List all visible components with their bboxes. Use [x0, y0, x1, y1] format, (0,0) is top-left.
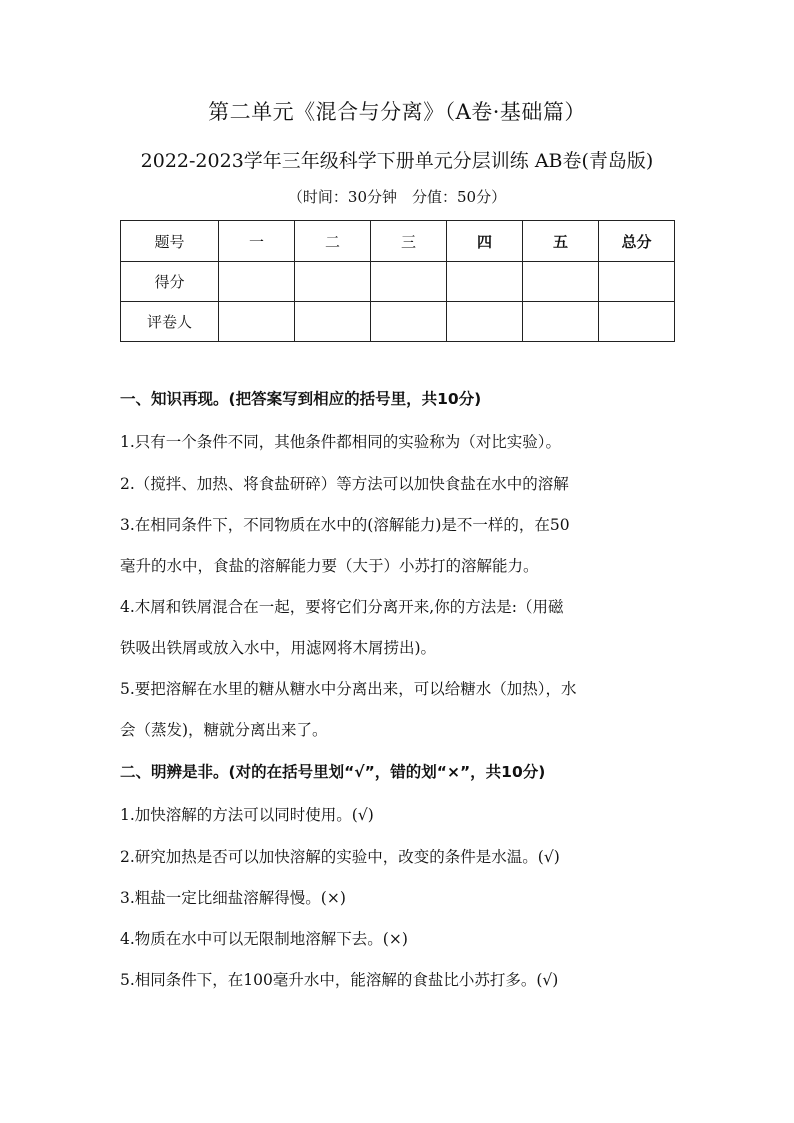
section-2-line: 4.物质在水中可以无限制地溶解下去。(×): [120, 930, 408, 948]
grader-cell[interactable]: [599, 302, 675, 342]
header-cell-part-5: 五: [523, 221, 599, 262]
header-cell-total: 总分: [599, 221, 675, 262]
section-1-line: 会（蒸发)，糖就分离出来了。: [120, 721, 328, 739]
header-cell-part-2: 二: [295, 221, 371, 262]
section-2-heading: 二、明辨是非。(对的在括号里划“√”，错的划“×”，共10分): [120, 763, 546, 781]
score-cell[interactable]: [523, 262, 599, 302]
section-2-line: 3.粗盐一定比细盐溶解得慢。(×): [120, 889, 346, 907]
grader-cell[interactable]: [219, 302, 295, 342]
header-cell-part-4: 四: [447, 221, 523, 262]
grader-row: [121, 302, 675, 342]
score-cell[interactable]: [295, 262, 371, 302]
header-cell-part-3: 三: [371, 221, 447, 262]
exam-meta: （时间：30分钟 分值：50分）: [287, 188, 507, 206]
section-1-line: 铁吸出铁屑或放入水中，用滤网将木屑捞出)。: [120, 639, 437, 657]
row-label-grader: 评卷人: [121, 302, 219, 342]
section-2-line: 2.研究加热是否可以加快溶解的实验中，改变的条件是水温。(√): [120, 848, 560, 866]
section-2-line: 1.加快溶解的方法可以同时使用。(√): [120, 806, 374, 824]
grader-cell[interactable]: [523, 302, 599, 342]
score-cell[interactable]: [371, 262, 447, 302]
grader-cell[interactable]: [371, 302, 447, 342]
grader-cell[interactable]: [295, 302, 371, 342]
section-2-line: 5.相同条件下，在100毫升水中，能溶解的食盐比小苏打多。(√): [120, 971, 559, 989]
section-1-line: 毫升的水中，食盐的溶解能力要（大于）小苏打的溶解能力。: [120, 557, 539, 575]
row-label-score: 得分: [121, 262, 219, 302]
section-1-line: 1.只有一个条件不同，其他条件都相同的实验称为（对比实验）。: [120, 433, 562, 451]
section-1-heading: 一、知识再现。(把答案写到相应的括号里，共10分): [120, 390, 482, 408]
score-table-header-row: [121, 221, 675, 262]
header-cell-question-number: 题号: [121, 221, 219, 262]
page-title: 第二单元《混合与分离》（A卷·基础篇）: [208, 100, 586, 124]
score-cell[interactable]: [219, 262, 295, 302]
grader-cell[interactable]: [447, 302, 523, 342]
score-cell[interactable]: [447, 262, 523, 302]
section-1-line: 3.在相同条件下，不同物质在水中的(溶解能力)是不一样的，在50: [120, 516, 570, 534]
section-1-line: 5.要把溶解在水里的糖从糖水中分离出来，可以给糖水（加热），水: [120, 680, 577, 698]
header-cell-part-1: 一: [219, 221, 295, 262]
section-1-line: 4.木屑和铁屑混合在一起，要将它们分离开来,你的方法是:（用磁: [120, 598, 564, 616]
score-cell[interactable]: [599, 262, 675, 302]
score-row: [121, 262, 675, 302]
page-subtitle: 2022-2023学年三年级科学下册单元分层训练 AB卷(青岛版): [140, 150, 654, 172]
score-table: [120, 220, 675, 342]
section-1-line: 2.（搅拌、加热、将食盐研碎）等方法可以加快食盐在水中的溶解: [120, 475, 569, 493]
